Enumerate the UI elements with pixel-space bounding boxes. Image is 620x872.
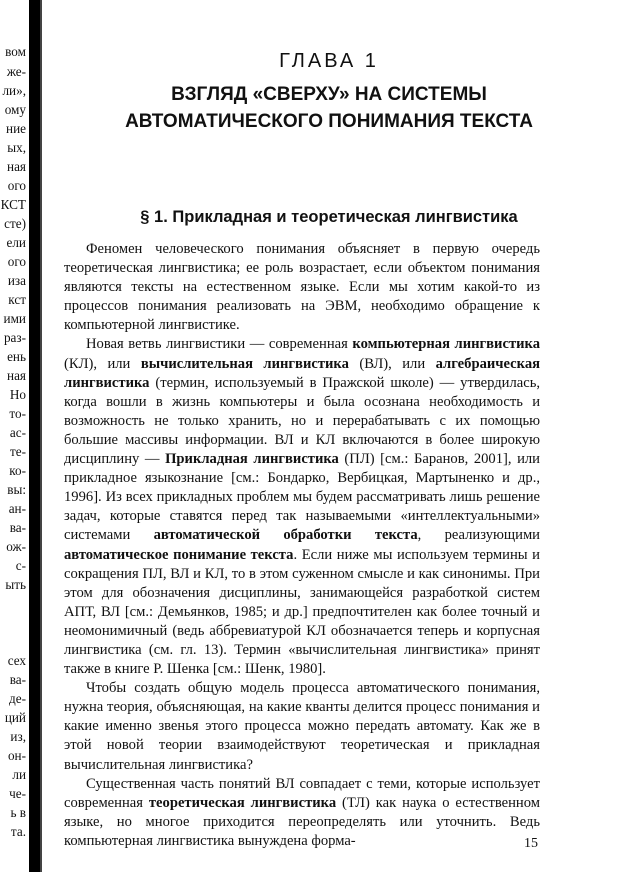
prev-page-fragment: же-	[6, 64, 26, 79]
previous-page-edge	[0, 0, 29, 872]
paragraph	[64, 335, 540, 679]
paragraph	[64, 775, 540, 851]
prev-page-fragment: ого	[7, 178, 26, 193]
bold-term: компьютерная лингвистика	[352, 336, 541, 353]
prev-page-fragment: ож-	[6, 539, 26, 554]
prev-page-fragment: ко-	[9, 463, 26, 478]
text-run: Существенная часть понятий ВЛ совпадает с теми, которые использует современная	[64, 775, 540, 811]
prev-page-fragment: ому	[4, 102, 26, 117]
prev-page-fragment: ние	[6, 121, 26, 136]
prev-page-fragment: те-	[9, 444, 26, 459]
bold-term: вычислительная лингвистика	[140, 355, 349, 372]
prev-page-fragment: ых,	[7, 140, 26, 155]
text-run: Феномен человеческого понимания объясняет в первую очередь теоретическая лингвистика; ее роль возрастает, если объектом понимания являются тексты на естественном языке. Если мы хотим какой-то из процессов понимания реализовать на ЭВМ, необходимо обращение к компьютерной лингвистике.	[64, 241, 540, 334]
chapter-title-line: АВТОМАТИЧЕСКОГО ПОНИМАНИЯ ТЕКСТА	[125, 111, 533, 132]
prev-page-fragment: ого	[7, 254, 26, 269]
prev-page-fragment: ыть	[5, 577, 26, 592]
text-run: (КЛ), или	[64, 355, 141, 372]
prev-page-fragment: ная	[7, 159, 26, 174]
section-title: § 1. Прикладная и теоретическая лингвистика	[140, 208, 518, 226]
paragraph	[64, 679, 540, 774]
prev-page-fragment: ь в	[10, 805, 26, 820]
bold-term: теоретическая лингвистика	[148, 794, 337, 811]
prev-page-fragment: раз-	[3, 330, 26, 345]
chapter-label: ГЛАВА 1	[279, 50, 379, 72]
bold-term: автоматическое понимание текста	[64, 546, 294, 563]
text-run: (термин, используемый в Пражской школе) — утвердилась, когда вошли в жизнь компьютеры и была осознана необходимость и возможность не только хранить, но и перерабатывать с их помощью большие массивы информации. ВЛ и КЛ включаются в более широкую дисциплину —	[64, 374, 540, 468]
prev-page-fragment: ций	[4, 710, 26, 725]
prev-page-fragment: ими	[3, 311, 26, 326]
text-run: Чтобы создать общую модель процесса автоматического понимания, нужна теория, объясняющая, на какие кванты делится процесс понимания и какие именно звенья этого процесса можно передать автомату. Как же в этой новой теории взаимодействуют теоретическая и прикладная вычислительная лингвистика?	[64, 680, 540, 773]
prev-page-fragment: ва-	[9, 672, 26, 687]
text-run: (ПЛ) [см.: Баранов, 2001], или прикладное языкознание [см.: Бондарко, Вербицкая, Мартыненко и др., 1996]. Из всех прикладных проблем мы будем рассматривать лишь решение задач, которые ставятся перед так называемыми «интеллектуальными» системами	[64, 451, 540, 544]
prev-page-fragment: ели	[6, 235, 26, 250]
prev-page-fragment: ень	[7, 349, 26, 364]
prev-page-fragment: кст	[8, 292, 26, 307]
prev-page-fragment: ли»,	[2, 83, 26, 98]
prev-page-fragment: Но	[9, 387, 26, 402]
paragraph	[64, 240, 540, 335]
prev-page-fragment: иза	[7, 273, 26, 288]
prev-page-fragment: КСТ	[0, 197, 26, 212]
text-run: (ТЛ) как наука о естественном языке, но многое приходится переопределять или уточнить. Ведь компьютерная лингвистика вынуждена форма-	[64, 794, 540, 849]
prev-page-fragment: ас-	[9, 425, 26, 440]
prev-page-fragment: с-	[15, 558, 26, 573]
page-number: 15	[524, 836, 538, 851]
prev-page-fragment: че-	[9, 786, 26, 801]
book-page	[64, 0, 594, 872]
prev-page-fragment: де-	[9, 691, 26, 706]
chapter-title	[64, 81, 594, 135]
prev-page-fragment: сех	[7, 653, 26, 668]
prev-page-fragment: вы:	[7, 482, 26, 497]
prev-page-fragment: ли	[12, 767, 26, 782]
text-run: , реализующими	[417, 527, 540, 544]
bold-term: алгебраическая лингвистика	[64, 355, 541, 391]
book-gutter	[29, 0, 40, 872]
prev-page-fragment: сте)	[4, 216, 26, 231]
prev-page-fragment: ва-	[9, 520, 26, 535]
page-edge-line	[40, 0, 42, 872]
text-run: Новая ветвь лингвистики — современная	[86, 336, 353, 353]
text-run: (ВЛ), или	[348, 355, 436, 372]
prev-page-fragment: то-	[9, 406, 26, 421]
prev-page-fragment: из,	[10, 729, 26, 744]
prev-page-fragment: он-	[7, 748, 26, 763]
body-text	[64, 240, 540, 851]
bold-term: Прикладная лингвистика	[165, 451, 339, 468]
prev-page-fragment: ная	[7, 368, 26, 383]
prev-page-fragment: вом	[5, 44, 26, 59]
prev-page-fragment: ан-	[8, 501, 26, 516]
text-run: . Если ниже мы используем термины и сокращения ПЛ, ВЛ и КЛ, то в этом суженном смысле и как синонимы. При этом для обозначения дисциплины, занимающейся разработкой систем АПТ, ВЛ [см.: Демьянков, 1985; и др.] предпочтителен как более точный и неомонимичный (ведь аббревиатурой КЛ обозначается теперь и корпусная лингвистика (см. гл. 13). Термин «вычислительная лингвистика» принят также в книге Р. Шенка [см.: Шенк, 1980].	[64, 546, 540, 678]
chapter-title-line: ВЗГЛЯД «СВЕРХУ» НА СИСТЕМЫ	[171, 84, 487, 105]
bold-term: автоматической обработки текста	[153, 527, 418, 544]
prev-page-fragment: та.	[10, 824, 26, 839]
